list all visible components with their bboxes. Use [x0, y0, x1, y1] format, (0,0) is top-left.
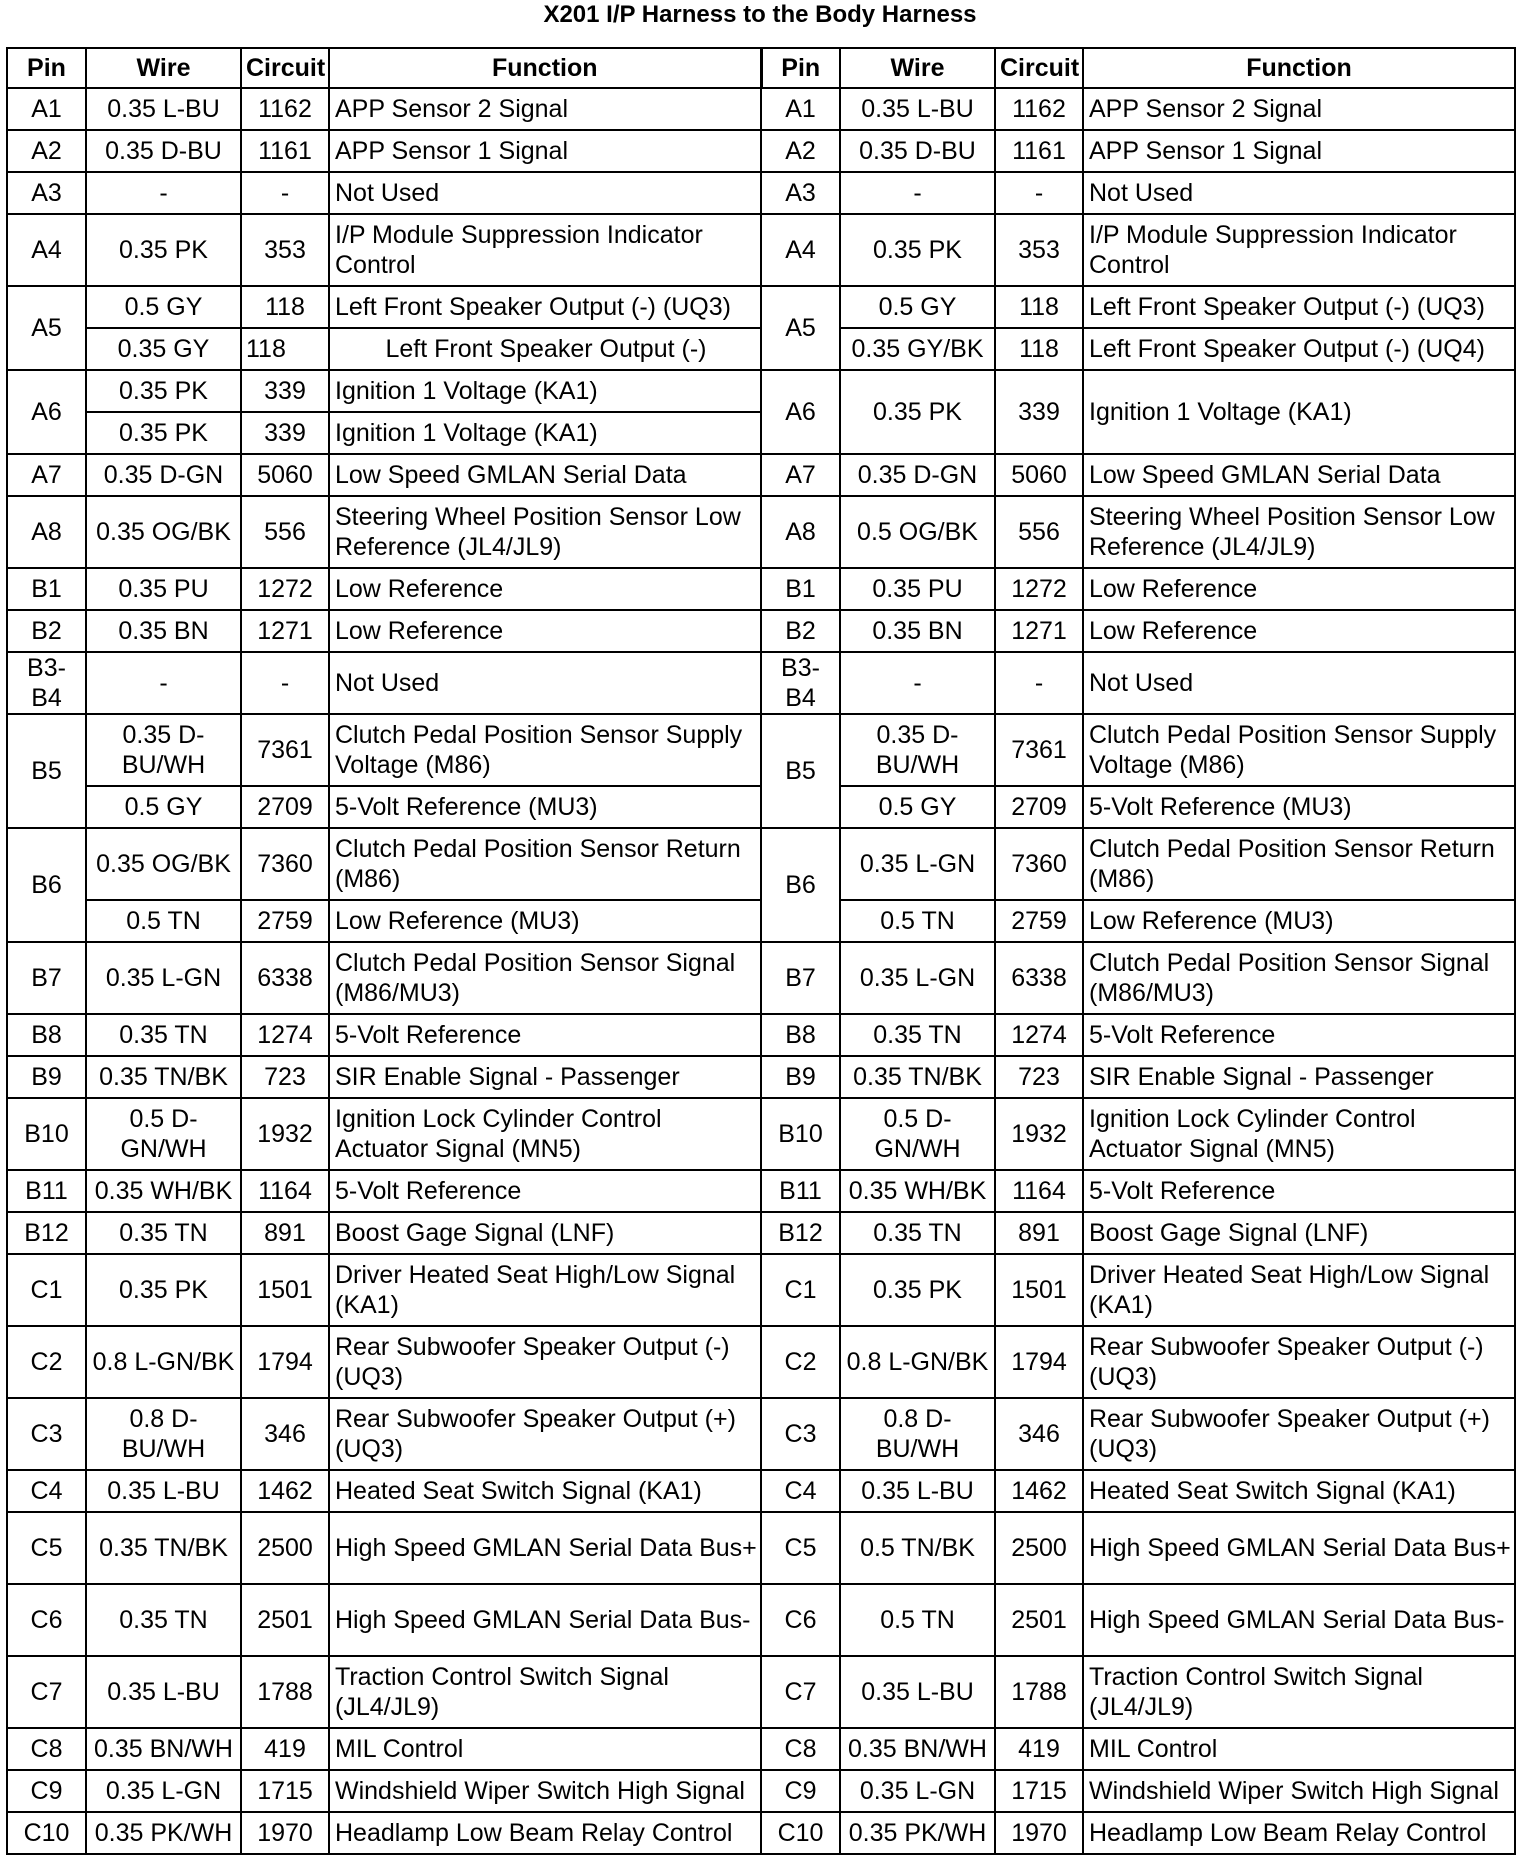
table-row: [7, 1584, 1515, 1656]
circuit-cell: 2501: [995, 1584, 1083, 1656]
function-cell: Low Reference: [1083, 610, 1515, 652]
table-row: [7, 1398, 1515, 1470]
wire-cell: 0.35 L-BU: [840, 1656, 995, 1728]
function-cell: APP Sensor 1 Signal: [1083, 130, 1515, 172]
function-cell: Low Reference (MU3): [329, 900, 761, 942]
wire-cell: 0.35 D-GN: [840, 454, 995, 496]
circuit-cell: 1164: [995, 1170, 1083, 1212]
circuit-cell: -: [241, 172, 329, 214]
table-row: [7, 1656, 1515, 1728]
wire-cell: 0.5 TN: [840, 1584, 995, 1656]
circuit-cell: 1462: [241, 1470, 329, 1512]
pin-cell: B6: [761, 828, 840, 942]
function-cell: APP Sensor 2 Signal: [1083, 88, 1515, 130]
circuit-cell: 118: [995, 286, 1083, 328]
function-cell: Not Used: [1083, 652, 1515, 714]
table-row: [7, 1254, 1515, 1326]
wire-cell: 0.35 L-BU: [86, 1470, 241, 1512]
pin-cell: B2: [7, 610, 86, 652]
pin-cell: C6: [761, 1584, 840, 1656]
function-cell: High Speed GMLAN Serial Data Bus-: [329, 1584, 761, 1656]
table-row: [7, 1770, 1515, 1812]
header-wire: Wire: [840, 48, 995, 88]
pin-cell: A1: [7, 88, 86, 130]
wire-cell: 0.35 L-GN: [86, 1770, 241, 1812]
table-row: [7, 1014, 1515, 1056]
function-cell: Driver Heated Seat High/Low Signal (KA1): [329, 1254, 761, 1326]
function-cell: Heated Seat Switch Signal (KA1): [1083, 1470, 1515, 1512]
wire-cell: 0.35 L-BU: [840, 1470, 995, 1512]
wire-cell: 0.35 TN/BK: [86, 1512, 241, 1584]
function-cell: Ignition 1 Voltage (KA1): [329, 370, 761, 412]
circuit-cell: 1932: [241, 1098, 329, 1170]
table-row: [7, 1728, 1515, 1770]
circuit-cell: 2759: [241, 900, 329, 942]
wire-cell: -: [86, 652, 241, 714]
wire-cell: 0.5 GY: [840, 286, 995, 328]
wire-cell: 0.35 OG/BK: [86, 828, 241, 900]
table-row: [7, 568, 1515, 610]
circuit-cell: 1501: [241, 1254, 329, 1326]
pin-cell: C4: [761, 1470, 840, 1512]
table-row: [7, 714, 1515, 786]
function-cell: MIL Control: [1083, 1728, 1515, 1770]
wire-cell: 0.35 PK/WH: [840, 1812, 995, 1854]
pin-cell: B9: [7, 1056, 86, 1098]
pin-cell: B10: [761, 1098, 840, 1170]
wire-cell: 0.35 BN/WH: [86, 1728, 241, 1770]
pin-cell: B2: [761, 610, 840, 652]
header-circuit: Circuit: [995, 48, 1083, 88]
function-cell: 5-Volt Reference: [329, 1170, 761, 1212]
circuit-cell: 1272: [241, 568, 329, 610]
circuit-cell: -: [241, 652, 329, 714]
function-cell: Low Speed GMLAN Serial Data: [329, 454, 761, 496]
function-cell: Left Front Speaker Output (-) (UQ4): [1083, 328, 1515, 370]
pin-cell: C6: [7, 1584, 86, 1656]
circuit-cell: 2500: [241, 1512, 329, 1584]
circuit-cell: 1274: [241, 1014, 329, 1056]
wire-cell: 0.5 TN: [840, 900, 995, 942]
function-cell: Traction Control Switch Signal (JL4/JL9): [1083, 1656, 1515, 1728]
table-row: [7, 610, 1515, 652]
circuit-cell: 1462: [995, 1470, 1083, 1512]
pin-cell: C2: [761, 1326, 840, 1398]
function-cell: Driver Heated Seat High/Low Signal (KA1): [1083, 1254, 1515, 1326]
pin-cell: B12: [761, 1212, 840, 1254]
function-cell: Headlamp Low Beam Relay Control: [1083, 1812, 1515, 1854]
function-cell: 5-Volt Reference (MU3): [329, 786, 761, 828]
table-row: [7, 1056, 1515, 1098]
circuit-cell: 7361: [995, 714, 1083, 786]
pin-cell: B1: [7, 568, 86, 610]
circuit-cell: 7360: [241, 828, 329, 900]
pin-cell: C1: [7, 1254, 86, 1326]
wire-cell: 0.35 TN: [86, 1584, 241, 1656]
circuit-cell: 353: [241, 214, 329, 286]
function-cell: Steering Wheel Position Sensor Low Reference (JL4/JL9): [1083, 496, 1515, 568]
table-row: [7, 286, 1515, 328]
circuit-cell: 339: [995, 370, 1083, 454]
function-cell: Left Front Speaker Output (-) (UQ3): [1083, 286, 1515, 328]
function-cell: Clutch Pedal Position Sensor Supply Voltage (M86): [1083, 714, 1515, 786]
circuit-cell: 891: [995, 1212, 1083, 1254]
circuit-cell: 339: [241, 412, 329, 454]
table-row: [7, 172, 1515, 214]
wire-cell: 0.35 L-GN: [86, 942, 241, 1014]
table-row: [7, 1212, 1515, 1254]
function-cell: I/P Module Suppression Indicator Control: [1083, 214, 1515, 286]
pin-cell: B12: [7, 1212, 86, 1254]
table-row: [7, 1098, 1515, 1170]
wire-cell: 0.35 L-GN: [840, 828, 995, 900]
wire-cell: 0.35 TN/BK: [840, 1056, 995, 1098]
wire-cell: 0.35 D-BU/WH: [86, 714, 241, 786]
table-row: [7, 1326, 1515, 1398]
table-row: [7, 1812, 1515, 1854]
pin-cell: C1: [761, 1254, 840, 1326]
circuit-cell: 1788: [241, 1656, 329, 1728]
table-row: [7, 214, 1515, 286]
function-cell: Traction Control Switch Signal (JL4/JL9): [329, 1656, 761, 1728]
wire-cell: 0.35 TN: [840, 1212, 995, 1254]
pin-cell: A2: [761, 130, 840, 172]
pin-cell: A2: [7, 130, 86, 172]
circuit-cell: 118: [241, 286, 329, 328]
wire-cell: 0.35 PK: [86, 214, 241, 286]
function-cell: Low Reference: [329, 610, 761, 652]
pin-cell: C7: [7, 1656, 86, 1728]
wire-cell: 0.35 BN: [840, 610, 995, 652]
function-cell: 5-Volt Reference: [1083, 1170, 1515, 1212]
pin-cell: A8: [7, 496, 86, 568]
circuit-cell: 891: [241, 1212, 329, 1254]
header-circuit: Circuit: [241, 48, 329, 88]
pin-cell: B5: [761, 714, 840, 828]
wire-cell: -: [840, 172, 995, 214]
pin-cell: A5: [7, 286, 86, 370]
function-cell: Low Reference: [1083, 568, 1515, 610]
function-cell: 5-Volt Reference: [329, 1014, 761, 1056]
circuit-cell: 2759: [995, 900, 1083, 942]
wire-cell: 0.35 PK: [840, 214, 995, 286]
function-cell: Windshield Wiper Switch High Signal: [329, 1770, 761, 1812]
pin-cell: B5: [7, 714, 86, 828]
function-cell: SIR Enable Signal - Passenger: [1083, 1056, 1515, 1098]
wire-cell: 0.8 D-BU/WH: [840, 1398, 995, 1470]
pin-cell: A8: [761, 496, 840, 568]
pin-cell: C8: [7, 1728, 86, 1770]
circuit-cell: 6338: [995, 942, 1083, 1014]
table-row: [7, 370, 1515, 412]
pin-cell: C10: [7, 1812, 86, 1854]
circuit-cell: 1715: [241, 1770, 329, 1812]
table-row: [7, 652, 1515, 714]
function-cell: Low Speed GMLAN Serial Data: [1083, 454, 1515, 496]
function-cell: SIR Enable Signal - Passenger: [329, 1056, 761, 1098]
circuit-cell: 1794: [241, 1326, 329, 1398]
circuit-cell: 5060: [995, 454, 1083, 496]
table-row: [7, 1470, 1515, 1512]
pin-cell: C2: [7, 1326, 86, 1398]
wire-cell: 0.35 D-GN: [86, 454, 241, 496]
function-cell: Ignition Lock Cylinder Control Actuator Signal (MN5): [1083, 1098, 1515, 1170]
wire-cell: 0.5 TN/BK: [840, 1512, 995, 1584]
wire-cell: 0.35 TN: [86, 1212, 241, 1254]
circuit-cell: 1501: [995, 1254, 1083, 1326]
circuit-cell: 1932: [995, 1098, 1083, 1170]
wire-cell: 0.8 D-BU/WH: [86, 1398, 241, 1470]
pin-cell: B8: [761, 1014, 840, 1056]
wire-cell: 0.5 GY: [86, 786, 241, 828]
wire-cell: 0.5 D-GN/WH: [86, 1098, 241, 1170]
circuit-cell: -: [995, 172, 1083, 214]
header-pin: Pin: [761, 48, 840, 88]
pin-cell: B3-B4: [7, 652, 86, 714]
circuit-cell: 7361: [241, 714, 329, 786]
circuit-cell: 346: [241, 1398, 329, 1470]
circuit-cell: 118: [995, 328, 1083, 370]
wire-cell: 0.35 L-BU: [86, 1656, 241, 1728]
wire-cell: -: [840, 652, 995, 714]
function-cell: Heated Seat Switch Signal (KA1): [329, 1470, 761, 1512]
header-wire: Wire: [86, 48, 241, 88]
table-row: [7, 88, 1515, 130]
table-row: [7, 130, 1515, 172]
function-cell: Rear Subwoofer Speaker Output (+) (UQ3): [1083, 1398, 1515, 1470]
wire-cell: 0.35 PK: [840, 1254, 995, 1326]
function-cell: Not Used: [329, 652, 761, 714]
wire-cell: 0.35 D-BU/WH: [840, 714, 995, 786]
pin-cell: A4: [761, 214, 840, 286]
wire-cell: 0.8 L-GN/BK: [86, 1326, 241, 1398]
circuit-cell: 1162: [995, 88, 1083, 130]
circuit-cell: 5060: [241, 454, 329, 496]
header-function: Function: [329, 48, 761, 88]
function-cell: I/P Module Suppression Indicator Control: [329, 214, 761, 286]
pin-cell: B10: [7, 1098, 86, 1170]
pin-cell: B11: [7, 1170, 86, 1212]
wire-cell: 0.35 PU: [86, 568, 241, 610]
function-cell: Not Used: [1083, 172, 1515, 214]
pin-cell: A4: [7, 214, 86, 286]
wire-cell: 0.35 TN/BK: [86, 1056, 241, 1098]
circuit-cell: 419: [995, 1728, 1083, 1770]
function-cell: Steering Wheel Position Sensor Low Reference (JL4/JL9): [329, 496, 761, 568]
wire-cell: 0.35 PK: [86, 370, 241, 412]
function-cell: Clutch Pedal Position Sensor Supply Voltage (M86): [329, 714, 761, 786]
circuit-cell: 1274: [995, 1014, 1083, 1056]
wire-cell: 0.5 D-GN/WH: [840, 1098, 995, 1170]
function-cell: Clutch Pedal Position Sensor Return (M86): [329, 828, 761, 900]
function-cell: MIL Control: [329, 1728, 761, 1770]
wire-cell: 0.35 GY/BK: [840, 328, 995, 370]
function-cell: Clutch Pedal Position Sensor Signal (M86/MU3): [1083, 942, 1515, 1014]
wire-cell: 0.35 WH/BK: [840, 1170, 995, 1212]
circuit-cell: 353: [995, 214, 1083, 286]
pin-cell: A3: [7, 172, 86, 214]
circuit-cell: -: [995, 652, 1083, 714]
function-cell: High Speed GMLAN Serial Data Bus+: [329, 1512, 761, 1584]
wire-cell: 0.35 TN: [840, 1014, 995, 1056]
table-row: [7, 496, 1515, 568]
function-cell: APP Sensor 2 Signal: [329, 88, 761, 130]
wire-cell: 0.35 OG/BK: [86, 496, 241, 568]
function-cell: Rear Subwoofer Speaker Output (-) (UQ3): [1083, 1326, 1515, 1398]
header-function: Function: [1083, 48, 1515, 88]
wire-cell: 0.5 GY: [86, 286, 241, 328]
wire-cell: 0.35 D-BU: [840, 130, 995, 172]
pin-cell: A7: [761, 454, 840, 496]
table-row: [7, 454, 1515, 496]
circuit-cell: 1161: [241, 130, 329, 172]
function-cell: Not Used: [329, 172, 761, 214]
function-cell: High Speed GMLAN Serial Data Bus+: [1083, 1512, 1515, 1584]
function-cell: Ignition 1 Voltage (KA1): [1083, 370, 1515, 454]
table-body: [7, 48, 1515, 1854]
table-row: [7, 828, 1515, 900]
pin-cell: B11: [761, 1170, 840, 1212]
circuit-cell: 6338: [241, 942, 329, 1014]
pin-cell: A5: [761, 286, 840, 370]
pin-cell: C7: [761, 1656, 840, 1728]
function-cell: Low Reference (MU3): [1083, 900, 1515, 942]
wire-cell: 0.35 BN/WH: [840, 1728, 995, 1770]
table-row: [7, 1512, 1515, 1584]
wire-cell: 0.5 TN: [86, 900, 241, 942]
function-cell: Ignition 1 Voltage (KA1): [329, 412, 761, 454]
circuit-cell: 556: [241, 496, 329, 568]
wire-cell: 0.35 L-GN: [840, 942, 995, 1014]
pin-cell: B3-B4: [761, 652, 840, 714]
pin-cell: C8: [761, 1728, 840, 1770]
circuit-cell: 1715: [995, 1770, 1083, 1812]
pin-cell: A1: [761, 88, 840, 130]
pin-cell: B7: [761, 942, 840, 1014]
pin-cell: C9: [761, 1770, 840, 1812]
wire-cell: 0.35 BN: [86, 610, 241, 652]
function-cell: Rear Subwoofer Speaker Output (+) (UQ3): [329, 1398, 761, 1470]
page-title: X201 I/P Harness to the Body Harness: [543, 1, 977, 28]
table-row: [7, 1170, 1515, 1212]
function-cell: APP Sensor 1 Signal: [329, 130, 761, 172]
wire-cell: 0.35 GY: [86, 328, 241, 370]
wire-cell: 0.35 PK: [86, 412, 241, 454]
circuit-cell: 346: [995, 1398, 1083, 1470]
function-cell: Windshield Wiper Switch High Signal: [1083, 1770, 1515, 1812]
circuit-cell: 7360: [995, 828, 1083, 900]
circuit-cell: 723: [241, 1056, 329, 1098]
pinout-table: [6, 47, 1516, 1855]
circuit-cell: 1271: [241, 610, 329, 652]
circuit-cell: 1272: [995, 568, 1083, 610]
pin-cell: C5: [761, 1512, 840, 1584]
circuit-cell: 339: [241, 370, 329, 412]
wire-cell: 0.35 D-BU: [86, 130, 241, 172]
pin-cell: A6: [761, 370, 840, 454]
function-cell: Boost Gage Signal (LNF): [329, 1212, 761, 1254]
wire-cell: 0.5 OG/BK: [840, 496, 995, 568]
function-cell: Boost Gage Signal (LNF): [1083, 1212, 1515, 1254]
pin-cell: B6: [7, 828, 86, 942]
circuit-cell: 723: [995, 1056, 1083, 1098]
function-cell: Left Front Speaker Output (-) (UQ3): [329, 286, 761, 328]
circuit-cell: 1164: [241, 1170, 329, 1212]
pin-cell: C3: [761, 1398, 840, 1470]
header-row: [7, 48, 1515, 88]
wire-cell: 0.35 WH/BK: [86, 1170, 241, 1212]
table-row: [7, 942, 1515, 1014]
circuit-cell: 1794: [995, 1326, 1083, 1398]
wire-cell: 0.5 GY: [840, 786, 995, 828]
wire-cell: 0.8 L-GN/BK: [840, 1326, 995, 1398]
pin-cell: B1: [761, 568, 840, 610]
circuit-cell: 419: [241, 1728, 329, 1770]
function-cell: Rear Subwoofer Speaker Output (-) (UQ3): [329, 1326, 761, 1398]
circuit-cell: 118: [241, 328, 329, 370]
pin-cell: C3: [7, 1398, 86, 1470]
function-cell: High Speed GMLAN Serial Data Bus-: [1083, 1584, 1515, 1656]
pin-cell: C10: [761, 1812, 840, 1854]
wire-cell: 0.35 PK: [840, 370, 995, 454]
function-cell: Low Reference: [329, 568, 761, 610]
pin-cell: C5: [7, 1512, 86, 1584]
function-cell: Left Front Speaker Output (-): [329, 328, 761, 370]
pin-cell: B8: [7, 1014, 86, 1056]
circuit-cell: 2501: [241, 1584, 329, 1656]
function-cell: Headlamp Low Beam Relay Control: [329, 1812, 761, 1854]
circuit-cell: 1161: [995, 130, 1083, 172]
function-cell: 5-Volt Reference: [1083, 1014, 1515, 1056]
pin-cell: B9: [761, 1056, 840, 1098]
pin-cell: C4: [7, 1470, 86, 1512]
wire-cell: 0.35 PK: [86, 1254, 241, 1326]
wire-cell: 0.35 L-BU: [86, 88, 241, 130]
circuit-cell: 1271: [995, 610, 1083, 652]
function-cell: Clutch Pedal Position Sensor Return (M86): [1083, 828, 1515, 900]
wire-cell: 0.35 L-BU: [840, 88, 995, 130]
circuit-cell: 1970: [241, 1812, 329, 1854]
wire-cell: -: [86, 172, 241, 214]
header-pin: Pin: [7, 48, 86, 88]
pin-cell: A7: [7, 454, 86, 496]
circuit-cell: 556: [995, 496, 1083, 568]
function-cell: Clutch Pedal Position Sensor Signal (M86/MU3): [329, 942, 761, 1014]
circuit-cell: 2500: [995, 1512, 1083, 1584]
wire-cell: 0.35 PU: [840, 568, 995, 610]
pin-cell: A6: [7, 370, 86, 454]
circuit-cell: 2709: [995, 786, 1083, 828]
wire-cell: 0.35 L-GN: [840, 1770, 995, 1812]
circuit-cell: 1970: [995, 1812, 1083, 1854]
pin-cell: C9: [7, 1770, 86, 1812]
circuit-cell: 1788: [995, 1656, 1083, 1728]
pin-cell: B7: [7, 942, 86, 1014]
circuit-cell: 2709: [241, 786, 329, 828]
function-cell: Ignition Lock Cylinder Control Actuator Signal (MN5): [329, 1098, 761, 1170]
pin-cell: A3: [761, 172, 840, 214]
function-cell: 5-Volt Reference (MU3): [1083, 786, 1515, 828]
wire-cell: 0.35 TN: [86, 1014, 241, 1056]
circuit-cell: 1162: [241, 88, 329, 130]
wire-cell: 0.35 PK/WH: [86, 1812, 241, 1854]
